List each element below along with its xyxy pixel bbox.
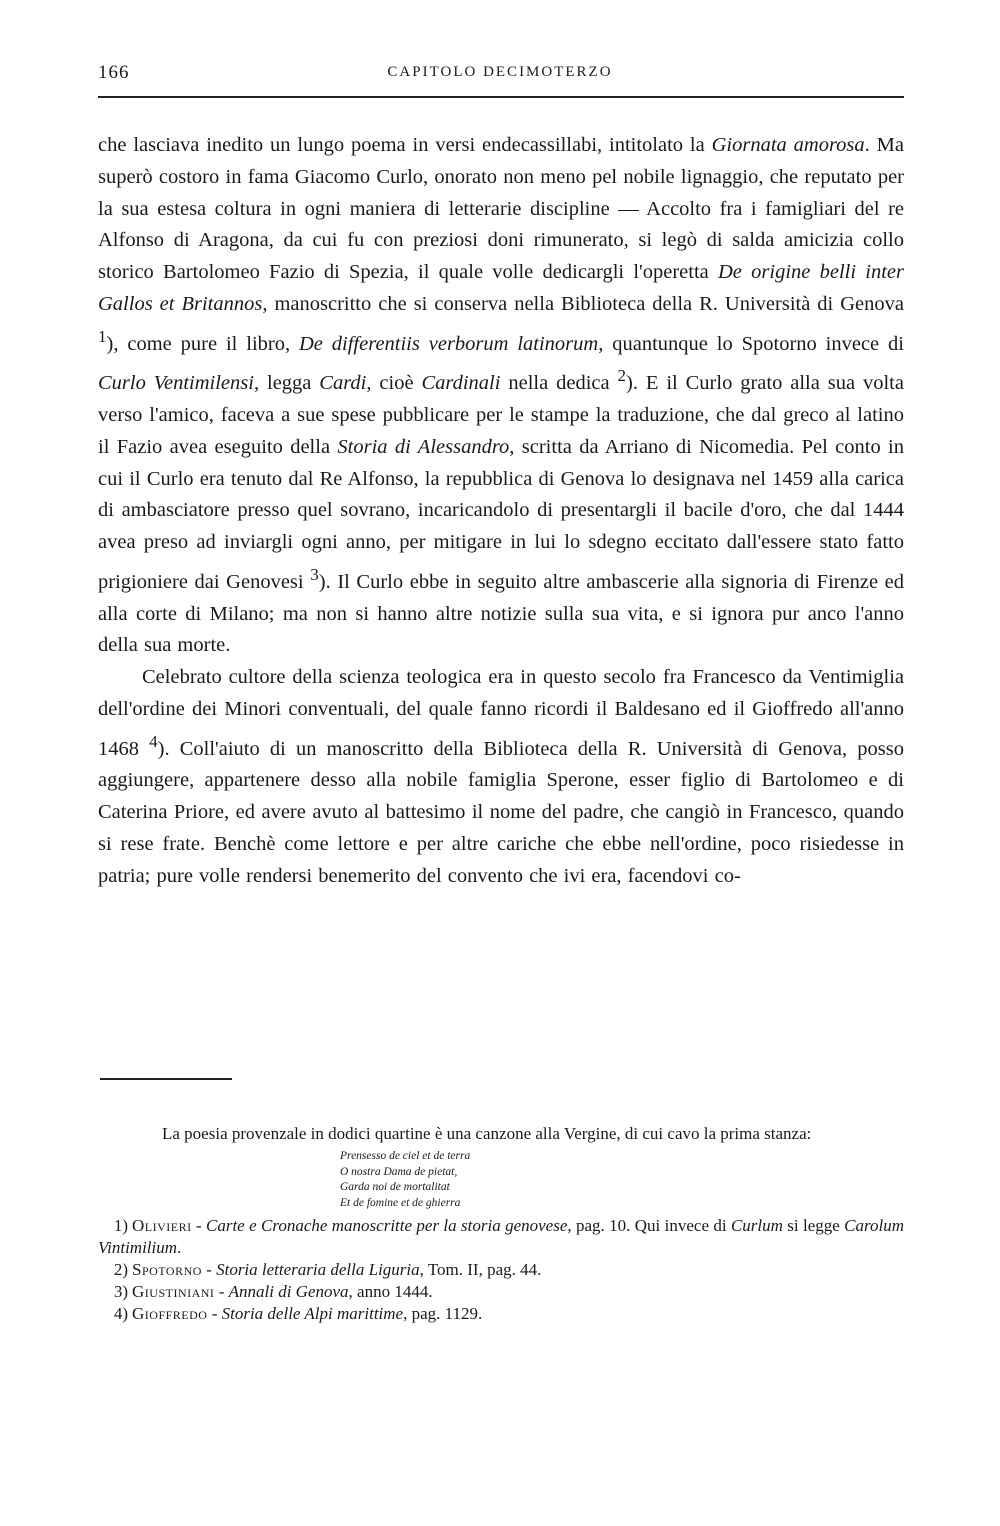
text-run: nella dedica bbox=[500, 372, 618, 395]
footnote-italic: Curlum bbox=[730, 1216, 783, 1235]
footnote-title: Carte e Cronache manoscritte per la storia genovese bbox=[206, 1216, 568, 1235]
stanza-line: Et de fomine et de ghierra bbox=[340, 1196, 461, 1209]
text-run: ), come pure il libro, bbox=[106, 332, 299, 355]
text-run: , manoscritto che si conserva nella Biblioteca della R. Università di Genova bbox=[262, 292, 905, 315]
footnote-author: Spotorno bbox=[132, 1260, 202, 1279]
italic-title: Curlo Ventimilensi bbox=[98, 372, 254, 395]
footnote-author: Olivieri bbox=[132, 1216, 192, 1235]
paragraph-1 bbox=[98, 130, 904, 662]
footnote-number: 1) bbox=[113, 1216, 128, 1235]
footnote-title: Storia delle Alpi marittime bbox=[221, 1304, 404, 1323]
footnote-1 bbox=[98, 1215, 904, 1259]
footnote-number: 2) bbox=[113, 1260, 128, 1279]
footnote-marker: 3 bbox=[310, 565, 319, 585]
footnote-marker: 4 bbox=[149, 731, 158, 751]
footnote-4 bbox=[98, 1303, 904, 1325]
footnote-title: Storia letteraria della Liguria bbox=[216, 1260, 420, 1279]
footnote-marker: 1 bbox=[98, 326, 107, 346]
footnote-text: . bbox=[177, 1238, 182, 1257]
text-run: ). Coll'aiuto di un manoscritto della Biblioteca della R. Università di Genova, posso aggiungere, appartenere desso alla nobile famiglia Sperone, esser figlio di Bartolomeo e di Caterina Priore, ed avere avuto al battesimo il nome del padre, che cangiò in Francesco, quando si rese frate. Benchè come lettore e per altre cariche che ebbe nell'ordine, poco risiedesse in patria; pure volle rendersi benemerito del convento che ivi era, facendovi co- bbox=[98, 737, 904, 887]
footnote-author: Giustiniani bbox=[132, 1282, 215, 1301]
italic-title: Giornata amorosa bbox=[711, 134, 865, 156]
footnote-number: 3) bbox=[113, 1282, 128, 1301]
poem-stanza bbox=[340, 1149, 904, 1211]
stanza-line: O nostra Dama de pietat, bbox=[340, 1165, 458, 1178]
footnote-marker: 2 bbox=[617, 366, 627, 386]
footnote-ref: , anno 1444. bbox=[348, 1282, 433, 1301]
text-run: . Ma superò costoro in fama Giacomo Curlo, onorato non meno pel nobile lignaggio, che reputato per la sua estesa coltura in ogni maniera di letterarie discipline — Accolto fra i famigliari del re Alfonso di Aragona, da cui fu con preziosi doni rimunerato, si legò di salda amicizia collo storico Bartolomeo Fazio di Spezia, il quale volle dedicargli l'operetta bbox=[98, 134, 904, 284]
header-rule bbox=[98, 96, 904, 98]
text-run: che lasciava inedito un lungo poema in versi endecassillabi, intitolato la bbox=[98, 134, 712, 156]
poem-note: La poesia provenzale in dodici quartine è una canzone alla Vergine, di cui cavo la prima stanza: bbox=[162, 1124, 812, 1143]
footnote-author: Gioffredo bbox=[132, 1304, 208, 1323]
running-head: CAPITOLO DECIMOTERZO bbox=[387, 64, 613, 80]
stanza-line: Prensesso de ciel et de terra bbox=[340, 1150, 471, 1162]
italic-title: De differentiis verborum latinorum bbox=[299, 332, 599, 355]
italic-title: Cardinali bbox=[421, 372, 501, 395]
footnote-2 bbox=[98, 1259, 904, 1281]
text-run: Celebrato cultore della scienza teologica era in questo secolo fra Francesco da Ventimiglia dell'ordine dei Minori conventuali, del quale fanno ricordi il Baldesano ed il Gioffredo all'anno 1468 bbox=[98, 666, 904, 760]
italic-title: De origine belli inter Gallos et Britannos bbox=[98, 261, 904, 315]
paragraph-2 bbox=[98, 662, 904, 892]
footnote-text: si legge bbox=[782, 1216, 845, 1235]
stanza-line: Garda noi de mortalitat bbox=[340, 1181, 450, 1193]
text-run: ). E il Curlo grato alla sua volta verso l'amico, faceva a sue spese pubblicare per le stampe la traduzione, che dal greco al latino il Fazio avea eseguito della bbox=[98, 372, 904, 458]
italic-title: Cardi bbox=[319, 372, 367, 395]
footnote-ref: , Tom. II, pag. 44. bbox=[419, 1260, 542, 1279]
footnote-separator: - bbox=[201, 1260, 217, 1279]
text-run: , scritta da Arriano di Nicomedia. Pel conto in cui il Curlo era tenuto dal Re Alfonso, la repubblica di Genova lo designava nel 1459 alla carica di ambasciatore presso quel sovrano, incaricandolo di presentargli il bacile d'oro, che dal 1444 avea preso ad inviargli ogni anno, per mitigare in lui lo sdegno eccitato dall'essere stato fatto prigioniere dai Genovesi bbox=[98, 435, 904, 593]
footnotes-section bbox=[98, 1122, 904, 1325]
footnote-separator: - bbox=[207, 1304, 222, 1323]
footnote-italic: Carolum Vintimilium bbox=[98, 1216, 904, 1257]
footnote-separator: - bbox=[214, 1282, 229, 1301]
footnote-rule bbox=[100, 1078, 232, 1080]
footnote-ref: , pag. 10. Qui invece di bbox=[567, 1216, 731, 1235]
text-run: , cioè bbox=[366, 372, 422, 395]
page-number: 166 bbox=[98, 62, 130, 83]
main-text bbox=[98, 130, 904, 893]
footnote-separator: - bbox=[191, 1216, 206, 1235]
footnote-ref: , pag. 1129. bbox=[403, 1304, 483, 1323]
text-run: , quantunque lo Spotorno invece di bbox=[598, 332, 904, 355]
text-run: , legga bbox=[253, 372, 320, 395]
text-run: ). Il Curlo ebbe in seguito altre ambascerie alla signoria di Firenze ed alla corte di Milano; ma non si hanno altre notizie sulla sua vita, e si ignora pur anco l'anno della sua morte. bbox=[98, 570, 904, 657]
footnote-title: Annali di Genova bbox=[228, 1282, 349, 1301]
footnote-3 bbox=[98, 1281, 904, 1303]
footnote-number: 4) bbox=[113, 1304, 128, 1323]
italic-title: Storia di Alessandro bbox=[337, 435, 510, 458]
